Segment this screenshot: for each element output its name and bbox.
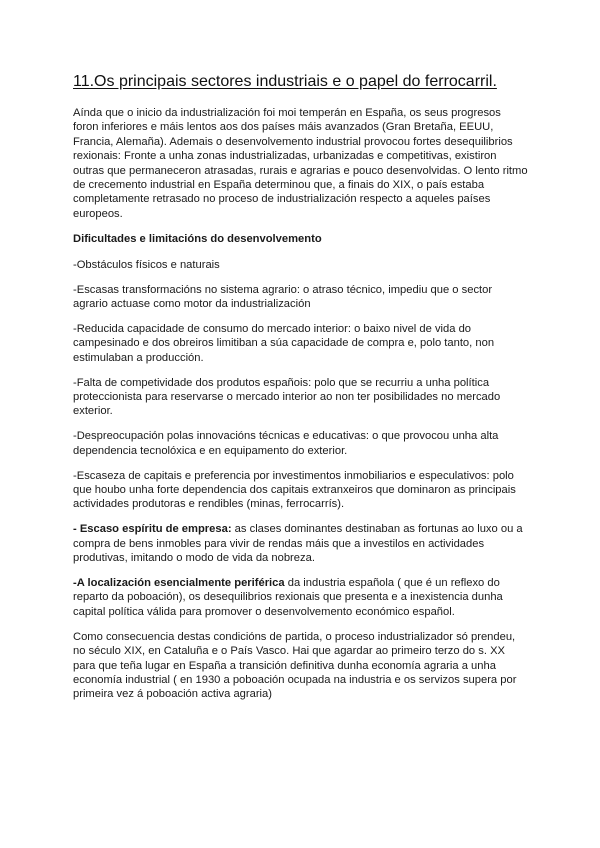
item-text: -Escasas transformacións no sistema agrario: o atraso técnico, impediu que o sector agrario actuase como motor da industrialización (73, 283, 493, 310)
list-item (73, 469, 528, 512)
list-item (73, 429, 528, 458)
list-item (73, 283, 528, 312)
list-item (73, 322, 528, 365)
section-heading: Dificultades e limitacións do desenvolvemento (73, 233, 322, 246)
page-title: 11.Os principais sectores industriais e o papel do ferrocarril. (73, 73, 497, 90)
item-lead: - Escaso espíritu de empresa: (73, 523, 232, 536)
list-item (73, 576, 528, 619)
intro-paragraph: Aínda que o inicio da industrialización foi moi temperán en España, os seus progresos foron inferiores e máis lentos aos dos países máis avanzados (Gran Bretaña, EEUU, Francia, Alemaña). Ademais o desenvolvemento industrial provocou fortes desequilibrios rexionais: Fronte a unha zonas industrializadas, urbanizadas e competitivas, existiron outras que permaneceron atrasadas, rurais e agrarias e pouco desenvolvidas. O lento ritmo de crecemento industrial en España determinou que, a finais do XIX, o país estaba completamente retrasado no proceso de industrialización respecto a aqueles países europeos. (73, 107, 528, 220)
item-text: -Despreocupación polas innovacións técnicas e educativas: o que provocou unha alta dependencia tecnolóxica e en equipamento do exterior. (73, 430, 499, 457)
item-text: -Escaseza de capitais e preferencia por investimentos inmobiliarios e especulativos: polo que houbo unha forte dependencia dos capitais extranxeiros que dominaron as principais actividades produtoras e rendibles (minas, ferrocarrís). (73, 469, 516, 511)
item-text: -Falta de competividade dos produtos españois: polo que se recurriu a unha política proteccionista para reservarse o mercado interior ao non ter posibilidades no mercado exterior. (73, 376, 501, 418)
list-item (73, 376, 528, 419)
item-text: da industria española ( que é un reflexo do reparto da poboación), os desequilibrios rexionais que presenta e a inexistencia dunha capital política válida para promover o desenvolvemento económico español. (73, 577, 503, 618)
item-text: as clases dominantes destinaban as fortunas ao luxo ou a compra de bens inmobles para vivir de rendas máis que a investilos en actividades produtivas, imitando o modo de vida da nobreza. (73, 523, 523, 565)
item-lead: -A localización esencialmente periférica (73, 577, 285, 590)
item-text: -Reducida capacidade de consumo do mercado interior: o baixo nivel de vida do campesinado e dos obreiros limitiban a súa capacidade de compra e, polo tanto, non estimulaban a producción. (73, 322, 495, 364)
list-item (73, 522, 528, 565)
conclusion-paragraph: Como consecuencia destas condicións de partida, o proceso industrializador só prendeu, no século XIX, en Cataluña e o País Vasco. Hai que agardar ao primeiro terzo do s. XX para que teña lugar en España a transición definitiva dunha economía agraria a unha economía industrial ( en 1930 a poboación ocupada na industria e os servizos supera por primeira vez á poboación activa agraria) (73, 630, 517, 701)
item-text: -Obstáculos físicos e naturais (73, 258, 220, 271)
list-item (73, 258, 528, 272)
